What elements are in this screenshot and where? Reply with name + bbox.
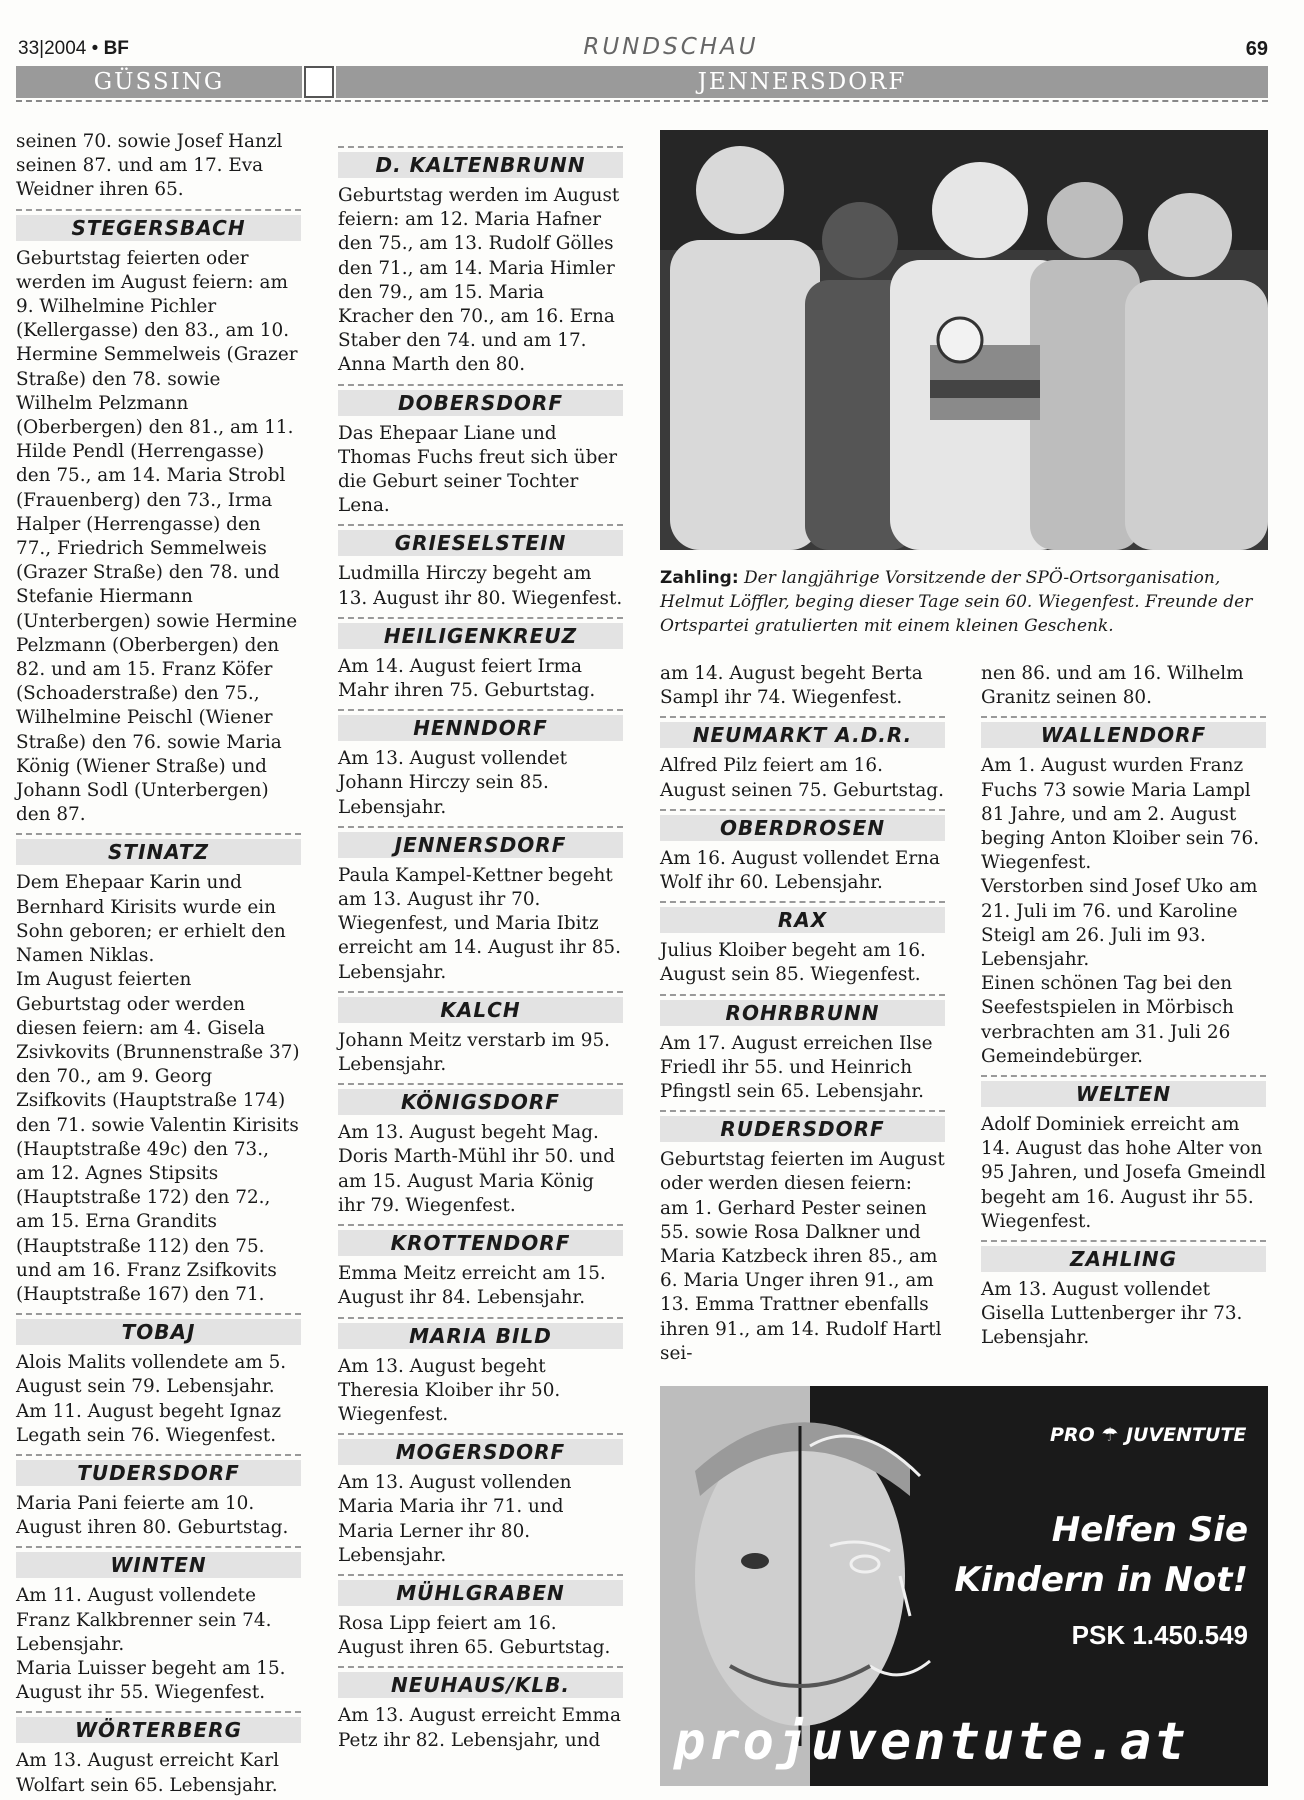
town-heading: WALLENDORF: [981, 716, 1266, 748]
photo-caption: [660, 566, 1268, 638]
column-2: [338, 146, 623, 1753]
article-text: Alois Malits vollendete am 5. August sein 79. Lebensjahr. Am 11. August begeht Ignaz Legath sein 76. Wiegenfest.: [16, 1352, 287, 1446]
column-4: [981, 662, 1266, 1351]
article-text: Verstorben sind Josef Uko am 21. Juli im 76. und Karoline Steigl am 26. Juli im 93. Lebensjahr.: [981, 876, 1258, 971]
column-1: [16, 130, 301, 1798]
article-text: Julius Kloiber begeht am 16. August sein 85. Wiegenfest.: [660, 940, 926, 986]
article-text: am 14. August begeht Berta Sampl ihr 74. Wiegenfest.: [660, 663, 923, 709]
town-heading: RAX: [660, 901, 945, 933]
article-text: Rosa Lipp feiert am 16. August ihren 65. Geburtstag.: [338, 1612, 611, 1659]
article-text: Am 13. August vollendet Gisella Luttenberger ihr 73. Lebensjahr.: [981, 1279, 1243, 1349]
ad-brand-pro: PRO: [1050, 1424, 1095, 1446]
ad-headline: Helfen Sie: [1051, 1510, 1248, 1550]
article-text: Am 14. August feiert Irma Mahr ihren 75. Geburtstag.: [338, 655, 596, 702]
article-text: Am 11. August vollendete Franz Kalkbrenner sein 74. Lebensjahr.: [16, 1585, 272, 1655]
town-heading: MARIA BILD: [338, 1317, 623, 1349]
town-heading: WINTEN: [16, 1546, 301, 1578]
town-heading: D. KALTENBRUNN: [338, 146, 623, 178]
article-text: Am 13. August erreicht Karl Wolfart sein 65. Lebensjahr.: [16, 1750, 280, 1796]
town-heading: OBERDROSEN: [660, 809, 945, 841]
issue-number: 33|2004 •: [18, 38, 99, 59]
town-heading: GRIESELSTEIN: [338, 524, 623, 556]
article-text: Maria Pani feierte am 10. August ihren 80. Geburtstag.: [16, 1492, 289, 1539]
ad-brand: [1050, 1424, 1246, 1446]
town-heading: NEUMARKT A.D.R.: [660, 716, 945, 748]
article-text: Am 13. August begeht Theresia Kloiber ihr 50. Wiegenfest.: [338, 1355, 561, 1425]
brand-label: BF: [103, 38, 129, 59]
town-heading: KALCH: [338, 991, 623, 1023]
header-rule: [16, 100, 1268, 102]
issue-label: [18, 38, 129, 60]
article-text: Geburtstag feierten oder werden im August feiern: am 9. Wilhelmine Pichler (Kellergasse) den 83., am 10. Hermine Semmelweis (Grazer Straße) den 78. sowie Wilhelm Pelzmann (Oberbergen) den 81., am 11. Hilde Pendl (Herrengasse) den 75., am 14. Maria Strobl (Frauenberg) den 73., Irma Halper (Herrengasse) den 77., Friedrich Semmelweis (Grazer Straße) den 78. und Stefanie Hiermann (Unterbergen) sowie Hermine Pelzmann (Oberbergen) den 82. und am 15. Franz Köfer (Schoaderstraße) den 75., Wilhelmine Peischl (Wiener Straße) den 76. sowie Maria König (Wiener Straße) und Johann Sodl (Unterbergen) den 87.: [16, 247, 298, 826]
article-text: Einen schönen Tag bei den Seefestspielen in Mörbisch verbrachten am 31. Juli 26 Gemeindebürger.: [981, 973, 1234, 1067]
town-heading: WÖRTERBERG: [16, 1711, 301, 1743]
article-text: Im August feierten Geburtstag oder werden diesen feiern: am 4. Gisela Zsivkovits (Brunnenstraße 37) den 70., am 9. Georg Zsifkovits (Hauptstraße 174) den 71. sowie Valentin Kirisits (Hauptstraße 49c) den 73., am 12. Agnes Stipsits (Hauptstraße 172) den 72., am 15. Erna Grandits (Hauptstraße 112) den 75. und am 16. Franz Zsifkovits (Hauptstraße 167) den 71.: [16, 969, 300, 1305]
town-heading: WELTEN: [981, 1075, 1266, 1107]
band-divider: [304, 66, 334, 98]
town-heading: RUDERSDORF: [660, 1110, 945, 1142]
article-text: Am 13. August erreicht Emma Petz ihr 82. Lebensjahr, und: [338, 1705, 621, 1751]
town-heading: ROHRBRUNN: [660, 994, 945, 1026]
town-heading: TUDERSDORF: [16, 1454, 301, 1486]
article-text: Am 13. August begeht Mag. Doris Marth-Mühl ihr 50. und am 15. August Maria König ihr 79. Wiegenfest.: [338, 1122, 615, 1216]
group-photo: [660, 130, 1268, 550]
region-band-guessing: GÜSSING: [16, 66, 302, 98]
article-text: Geburtstag feierten im August oder werden diesen feiern: am 1. Gerhard Pester seinen 55. sowie Rosa Dalkner und Maria Katzbeck ihren 85., am 6. Maria Unger ihren 91., am 13. Emma Trattner ebenfalls ihren 91., am 14. Rudolf Hartl sei-: [660, 1149, 945, 1364]
article-text: Alfred Pilz feiert am 16. August seinen 75. Geburtstag.: [660, 755, 944, 801]
town-heading: HEILIGENKREUZ: [338, 617, 623, 649]
article-text: seinen 70. sowie Josef Hanzl seinen 87. und am 17. Eva Weidner ihren 65.: [16, 131, 283, 201]
column-3: [660, 662, 945, 1366]
town-heading: NEUHAUS/KLB.: [338, 1666, 623, 1698]
page-header: [16, 34, 1268, 64]
town-heading: ZAHLING: [981, 1240, 1266, 1272]
caption-label: Zahling:: [660, 568, 739, 588]
town-heading: STINATZ: [16, 833, 301, 865]
town-heading: MOGERSDORF: [338, 1433, 623, 1465]
region-band-jennersdorf: JENNERSDORF: [336, 66, 1268, 98]
article-text: Am 13. August vollenden Maria Maria ihr 71. und Maria Lerner ihr 80. Lebensjahr.: [338, 1472, 572, 1566]
ad-headline: Kindern in Not!: [954, 1560, 1248, 1600]
article-text: Johann Meitz verstarb im 95. Lebensjahr.: [338, 1029, 610, 1076]
article-text: Am 13. August vollendet Johann Hirczy sein 85. Lebensjahr.: [338, 748, 568, 818]
town-heading: HENNDORF: [338, 709, 623, 741]
section-title: RUNDSCHAU: [583, 34, 759, 60]
town-heading: JENNERSDORF: [338, 826, 623, 858]
town-heading: KROTTENDORF: [338, 1224, 623, 1256]
article-text: Emma Meitz erreicht am 15. August ihr 84. Lebensjahr.: [338, 1263, 606, 1309]
article-text: Ludmilla Hirczy begeht am 13. August ihr 80. Wiegenfest.: [338, 563, 623, 609]
article-text: nen 86. und am 16. Wilhelm Granitz seinen 80.: [981, 663, 1244, 709]
photo-illustration: [660, 130, 1268, 550]
balloon-icon: ☂: [1101, 1424, 1119, 1446]
article-text: Maria Luisser begeht am 15. August ihr 55. Wiegenfest.: [16, 1657, 286, 1704]
caption-text: Der langjährige Vorsitzende der SPÖ-Ortsorganisation, Helmut Löffler, beging dieser Tage sein 60. Wiegenfest. Freunde der Ortspartei gratulierten mit einem kleinen Geschenk.: [660, 568, 1253, 636]
article-text: Paula Kampel-Kettner begeht am 13. August ihr 70. Wiegenfest, und Maria Ibitz erreicht am 14. August ihr 85. Lebensjahr.: [338, 864, 621, 983]
town-heading: STEGERSBACH: [16, 209, 301, 241]
article-text: Adolf Dominiek erreicht am 14. August das hohe Alter von 95 Jahren, und Josefa Gmeindl begeht am 16. August ihr 55. Wiegenfest.: [981, 1114, 1266, 1232]
article-text: Am 1. August wurden Franz Fuchs 73 sowie Maria Lampl 81 Jahre, und am 2. August beging Anton Kloiber sein 76. Wiegenfest.: [981, 755, 1260, 874]
town-heading: KÖNIGSDORF: [338, 1083, 623, 1115]
town-heading: DOBERSDORF: [338, 384, 623, 416]
ad-website[interactable]: projuventute.at: [674, 1712, 1189, 1772]
article-text: Dem Ehepaar Karin und Bernhard Kirisits wurde ein Sohn geboren; er erhielt den Namen Niklas.: [16, 872, 286, 967]
article-text: Am 16. August vollendet Erna Wolf ihr 60. Lebensjahr.: [660, 847, 940, 894]
article-text: Das Ehepaar Liane und Thomas Fuchs freut sich über die Geburt seiner Tochter Lena.: [338, 422, 618, 517]
pro-juventute-ad: [660, 1386, 1268, 1786]
article-text: Geburtstag werden im August feiern: am 12. Maria Hafner den 75., am 13. Rudolf Gölles den 71., am 14. Maria Himler den 79., am 15. Maria Kracher den 70., am 16. Erna Staber den 74. und am 17. Anna Marth den 80.: [338, 185, 620, 376]
town-heading: TOBAJ: [16, 1313, 301, 1345]
article-text: Am 17. August erreichen Ilse Friedl ihr 55. und Heinrich Pfingstl sein 65. Lebensjahr.: [660, 1032, 933, 1103]
town-heading: MÜHLGRABEN: [338, 1574, 623, 1606]
page-number: 69: [1245, 38, 1268, 60]
ad-account: PSK 1.450.549: [1071, 1620, 1248, 1650]
ad-brand-juventute: JUVENTUTE: [1125, 1424, 1247, 1446]
